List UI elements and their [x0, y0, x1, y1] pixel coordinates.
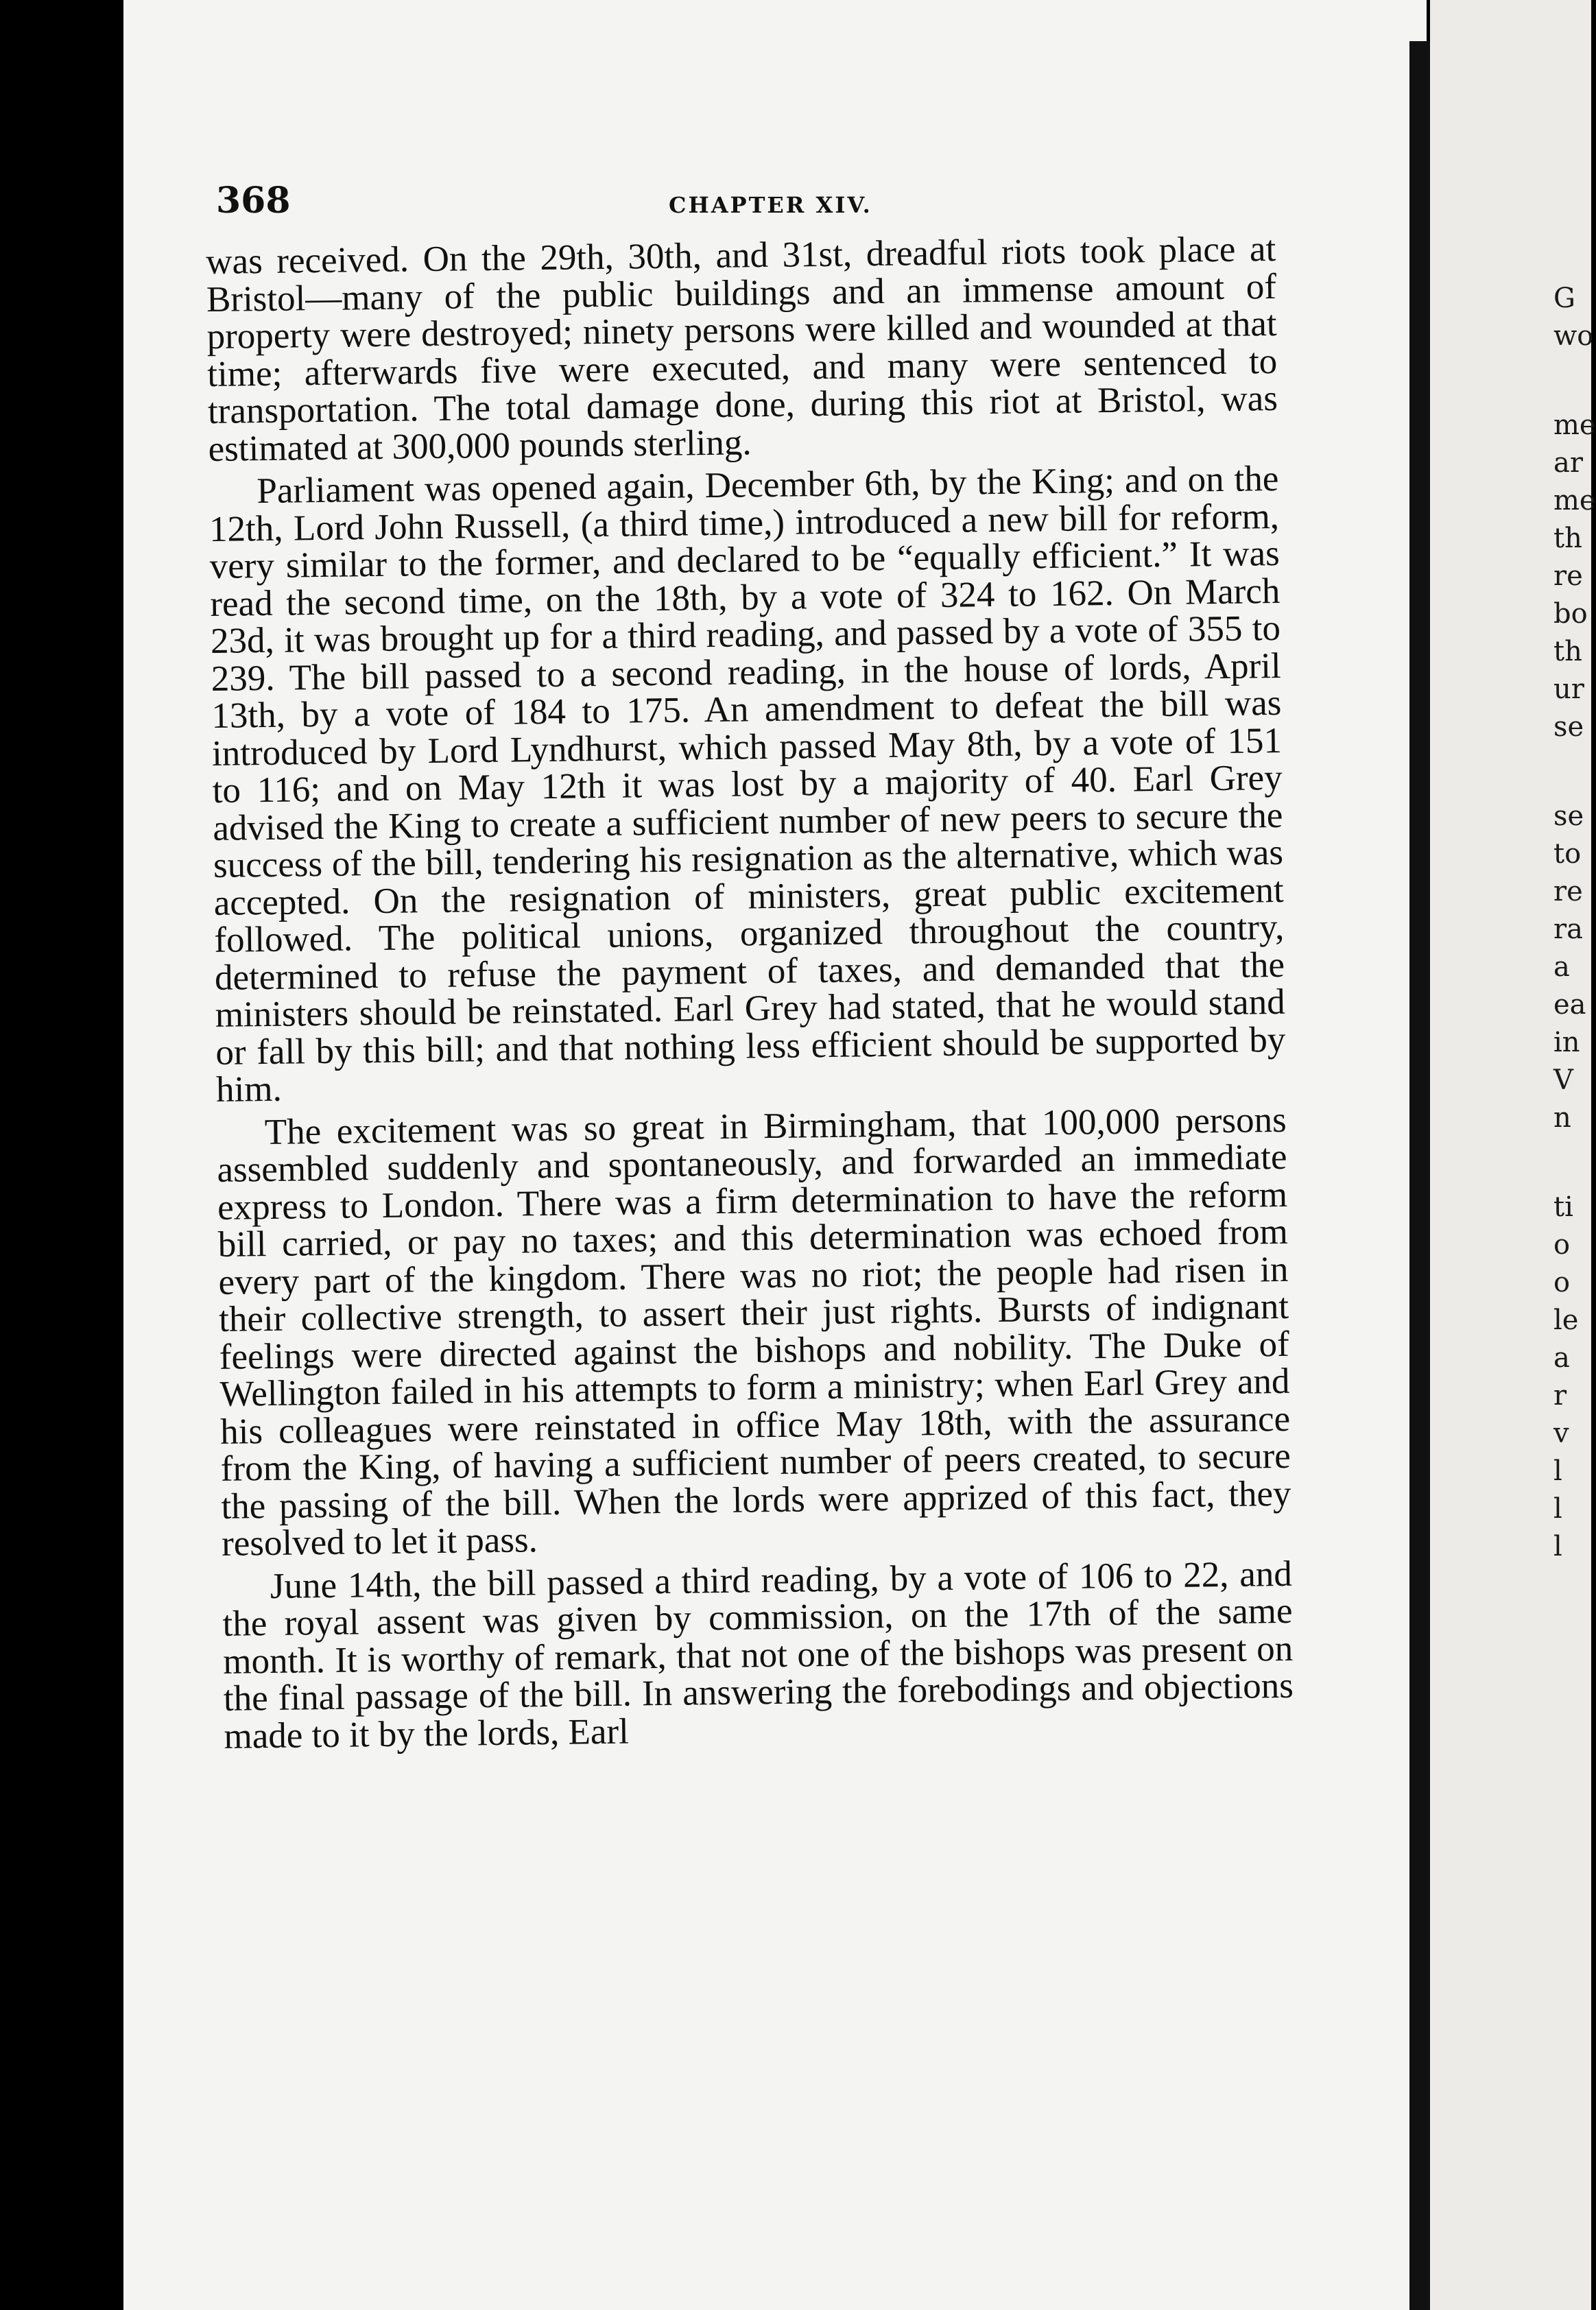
adjacent-fragment: G	[1553, 283, 1575, 314]
adjacent-fragment: r	[1553, 1380, 1567, 1412]
paragraph: The excitement was so great in Birmingham, that 100,000 persons assembled suddenly and spontaneously, and forwarded an immediate express to London. There was a firm determination to have the reform bill carried, or pay no taxes; and this determination was echoed from every part of the kingdom. There was no riot; the people had risen in their collective strength, to assert their just rights. Bursts of indignant feelings were directed against the bishops and nobility. The Duke of Wellington failed in his attempts to form a ministry; when Earl Grey and his colleagues were reinstated in office May 18th, with the assurance from the King, of having a sufficient number of peers created, to secure the passing of the bill. When the lords were apprized of this fact, they resolved to let it pass.	[217, 1099, 1291, 1564]
adjacent-fragment: v	[1553, 1418, 1569, 1449]
running-head: CHAPTER XIV.	[669, 192, 872, 218]
adjacent-fragment: bo	[1553, 598, 1588, 630]
adjacent-fragment: l	[1553, 1455, 1562, 1487]
adjacent-fragment: th	[1553, 523, 1582, 554]
adjacent-fragment: se	[1553, 800, 1584, 832]
adjacent-fragment: o	[1553, 1229, 1571, 1261]
adjacent-fragment: l	[1553, 1493, 1562, 1525]
adjacent-fragment: th	[1553, 636, 1582, 667]
adjacent-fragment: in	[1553, 1027, 1580, 1058]
paragraph: Parliament was opened again, December 6th, by the King; and on the 12th, Lord John Russell, (a third time,) introduced a new bill for reform, very similar to the former, and declared to be “equally efficient.” It was read the second time, on the 18th, by a vote of 324 to 162. On March 23d, it was brought up for a third reading, and passed by a vote of 355 to 239. The bill passed to a second reading, in the house of lords, April 13th, by a vote of 184 to 175. An amendment to defeat the bill was introduced by Lord Lyndhurst, which passed May 8th, by a vote of 151 to 116; and on May 12th it was lost by a majority of 40. Earl Grey advised the King to create a sufficient number of new peers to secure the success of the bill, tendering his resignation as the alternative, which was accepted. On the resignation of ministers, great public excitement followed. The political unions, organized throughout the country, determined to refuse the payment of taxes, and demanded that the ministers should be reinstated. Earl Grey had stated, that he would stand or fall by this bill; and that nothing less efficient should be supported by him.	[209, 458, 1286, 1110]
adjacent-fragment: le	[1553, 1305, 1579, 1336]
adjacent-fragment: ti	[1553, 1191, 1573, 1223]
adjacent-fragment: a	[1553, 1342, 1570, 1374]
book-gutter	[1409, 41, 1430, 2310]
adjacent-fragment: ra	[1553, 914, 1583, 945]
page-number: 368	[216, 180, 291, 222]
adjacent-fragment: a	[1553, 951, 1570, 983]
paragraph: June 14th, the bill passed a third reading, by a vote of 106 to 22, and the royal assent was given by commission, on the 17th of the same month. It is worthy of remark, that not one of the bishops was present on the final passage of the bill. In answering the forebodings and objections made to it by the lords, Earl	[222, 1553, 1294, 1757]
paragraph-continuation: was received. On the 29th, 30th, and 31st, dreadful riots took place at Bristol—many of the public buildings and an immense amount of property were destroyed; ninety persons were killed and wounded at that time; afterwards five were executed, and many were sentenced to transportation. The total damage done, during this riot at Bristol, was estimated at 300,000 pounds sterling.	[205, 228, 1278, 469]
adjacent-page-edge	[1430, 0, 1596, 2310]
adjacent-fragment: me	[1553, 485, 1596, 516]
adjacent-fragment: re	[1553, 560, 1583, 592]
adjacent-fragment: ea	[1553, 989, 1586, 1021]
body-text	[206, 230, 1294, 1755]
adjacent-fragment: me	[1553, 409, 1596, 441]
adjacent-fragment: o	[1553, 1267, 1571, 1298]
adjacent-fragment: re	[1553, 876, 1583, 907]
page-header	[216, 180, 1286, 228]
adjacent-fragment: V	[1553, 1064, 1573, 1096]
adjacent-fragment: ur	[1553, 674, 1584, 705]
adjacent-fragment: ar	[1553, 447, 1583, 479]
adjacent-fragment: wo	[1553, 320, 1594, 352]
adjacent-fragment: n	[1553, 1102, 1571, 1134]
adjacent-fragment: l	[1553, 1531, 1562, 1562]
adjacent-fragment: se	[1553, 711, 1584, 743]
adjacent-fragment: to	[1553, 838, 1582, 870]
